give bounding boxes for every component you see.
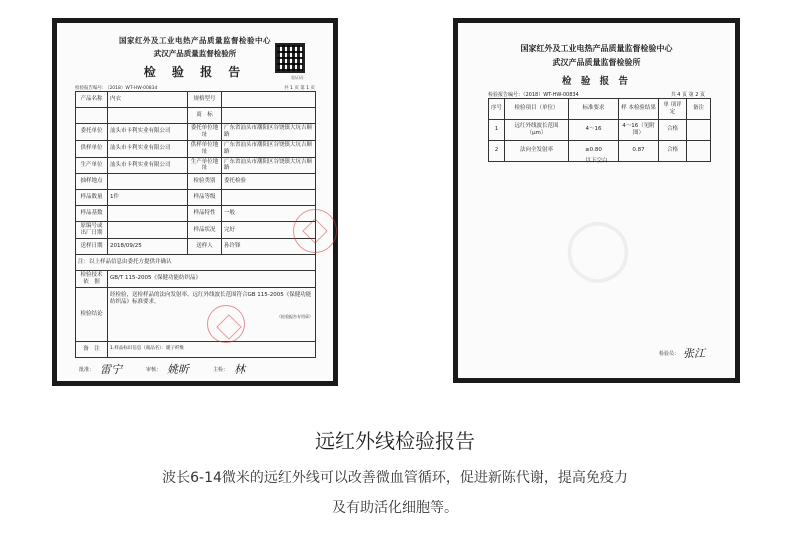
cell-item: 法向全发射率 <box>505 141 569 162</box>
table-row <box>76 108 316 124</box>
basis-label: 检验技术依 据 <box>76 271 108 288</box>
cell-no: 1 <box>489 120 505 141</box>
cell-label: 样品基数 <box>76 206 108 222</box>
table-row <box>76 271 316 288</box>
cell-label: 供样单位 <box>76 140 108 157</box>
signature-row <box>79 361 313 377</box>
qr-label: 验证码： <box>291 75 307 80</box>
cell-label: 原编号或出厂日期 <box>76 222 108 239</box>
cell-value: 完好 <box>222 222 316 239</box>
cell-result: 0.87 <box>619 141 659 162</box>
cell-value: 2018/09/25 <box>108 239 188 255</box>
signature: 姚昕 <box>167 363 190 376</box>
table-header-row <box>489 99 711 120</box>
cell-value: 孙许锋 <box>222 239 316 255</box>
left-report-title: 检 验 报 告 <box>143 65 247 79</box>
column-header: 单 项评 定 <box>659 99 687 120</box>
cell-label: 样品等级 <box>188 190 222 206</box>
cell-value: 委托检验 <box>222 174 316 190</box>
cell-value: 汕头市卡利实业有限公司 <box>108 140 188 157</box>
cell-eval: 合格 <box>659 120 687 141</box>
cell-note <box>687 120 711 141</box>
signer-role: 批准： <box>79 366 95 373</box>
caption-line2: 及有助活化细胞等。 <box>332 500 458 516</box>
cell-value: 1件 <box>108 190 188 206</box>
cell-req: 4～16 <box>569 120 619 141</box>
left-page-info: 共 1 页 第 1 页 <box>284 86 315 91</box>
left-report-no: 检验报告编号: （2018）WT-HW-00834 <box>75 86 158 91</box>
cell-eval: 合格 <box>659 141 687 162</box>
column-header: 标准要求 <box>569 99 619 120</box>
table-row <box>76 190 316 206</box>
cell-value <box>222 190 316 206</box>
cell-label: 产品名称 <box>76 92 108 108</box>
cell-label: 生产单位 <box>76 157 108 174</box>
cell-label: 供样单位地 址 <box>188 140 222 157</box>
column-header: 备注 <box>687 99 711 120</box>
basis-value: GB/T 115-2005《保健功能纺织品》 <box>108 271 316 288</box>
cell-label: 规格型号 <box>188 92 222 108</box>
left-report-paper <box>57 23 333 381</box>
cell-label: 委托单位地 址 <box>188 124 222 141</box>
cell-label: 抽样地点 <box>76 174 108 190</box>
cell-value: 广东省汕头市潮阳区谷饶镇大坑吉顺路 <box>222 140 316 157</box>
cell-label: 样品状况 <box>188 222 222 239</box>
cell-no: 2 <box>489 141 505 162</box>
left-header-line2: 武汉产品质量监督检验所 <box>153 49 237 58</box>
table-row <box>76 239 316 255</box>
table-row <box>76 341 316 357</box>
left-report-frame <box>52 18 338 386</box>
left-report-table <box>75 91 316 358</box>
signer-role: 主检： <box>213 366 229 373</box>
cell-label: 生产单位地 址 <box>188 157 222 174</box>
right-report-no: 检验报告编号：（2018）WT-HW-00834 <box>488 92 579 98</box>
cell-result: 4～16（见附图） <box>619 120 659 141</box>
qr-code-icon <box>275 43 305 73</box>
table-row <box>76 206 316 222</box>
signature: 林 <box>234 363 246 376</box>
cell-value <box>108 174 188 190</box>
right-report-paper <box>458 23 735 378</box>
cell-label: 检验类别 <box>188 174 222 190</box>
cell-label <box>76 108 108 124</box>
signature: 雷宁 <box>100 363 123 376</box>
conclusion-label: 检验结论 <box>76 287 108 341</box>
checker-row <box>659 345 705 361</box>
table-row <box>76 140 316 157</box>
caption-line1: 波长6-14微米的远红外线可以改善微血管循环，促进新陈代谢，提高免疫力 <box>162 470 628 486</box>
table-row <box>489 120 711 141</box>
left-header-line1: 国家红外及工业电热产品质量监督检验中心 <box>119 36 271 45</box>
red-seal-icon <box>207 305 245 343</box>
column-header: 检验项目（单位） <box>505 99 569 120</box>
cell-label: 送样日期 <box>76 239 108 255</box>
cell-value <box>222 92 316 108</box>
right-meta-row <box>488 91 705 98</box>
cell-value: 广东省汕头市潮阳区谷饶镇大坑吉顺路 <box>222 124 316 141</box>
table-row <box>76 222 316 239</box>
signature: 张江 <box>683 347 705 360</box>
checker-label: 检验员： <box>658 350 679 357</box>
remarks-value: 1.样品标识信息（商品名）：暖子纤维 <box>108 341 316 357</box>
column-header: 序号 <box>489 99 505 120</box>
table-row <box>76 174 316 190</box>
caption-title: 远红外线检验报告 <box>315 429 475 453</box>
cell-value <box>108 222 188 239</box>
cell-item: 远红外线波长范围（μm） <box>505 120 569 141</box>
cell-value: 广东省汕头市潮阳区谷饶镇大坑吉顺路 <box>222 157 316 174</box>
table-row <box>76 157 316 174</box>
note-row: 注：以上样品信息由委托方提供并确认 <box>76 255 316 271</box>
right-report-frame <box>453 18 740 383</box>
cell-label: 样品特性 <box>188 206 222 222</box>
conclusion-value: 经检验，送检样品的法向发射率、远红外线波长范围符合GB 115-2005《保健功能纺织品》标准要求。 <box>110 291 312 305</box>
cell-value: 内衣 <box>108 92 188 108</box>
blank-below-note: 以下空白 <box>585 158 608 164</box>
table-row <box>76 124 316 141</box>
cell-value <box>108 108 188 124</box>
cell-label: 送样人 <box>188 239 222 255</box>
conclusion-stamp-note: （检验报告专用章） <box>277 313 313 319</box>
cell-value <box>222 108 316 124</box>
table-row <box>76 92 316 108</box>
cell-value: 一般 <box>222 206 316 222</box>
cell-value: 汕头市卡利实业有限公司 <box>108 124 188 141</box>
cell-value <box>108 206 188 222</box>
cell-label: 商 标 <box>188 108 222 124</box>
right-header-line1: 国家红外及工业电热产品质量监督检验中心 <box>520 44 673 53</box>
signer-role: 审核： <box>146 366 162 373</box>
red-seal-icon <box>293 209 337 253</box>
cell-label: 委托单位 <box>76 124 108 141</box>
remarks-label: 备 注 <box>76 341 108 357</box>
cell-req: ≥0.80 <box>569 141 619 162</box>
table-row <box>76 255 316 271</box>
column-header: 样 本检验结果 <box>619 99 659 120</box>
watermark-logo: ◯ <box>564 213 632 283</box>
right-page-info: 共 4 页 第 2 页 <box>670 92 705 98</box>
right-header-line2: 武汉产品质量监督检验所 <box>552 58 641 67</box>
results-table <box>488 98 711 162</box>
table-row <box>76 287 316 341</box>
right-report-title: 检 验 报 告 <box>562 76 631 87</box>
cell-label: 样品数量 <box>76 190 108 206</box>
cell-value: 汕头市卡利实业有限公司 <box>108 157 188 174</box>
